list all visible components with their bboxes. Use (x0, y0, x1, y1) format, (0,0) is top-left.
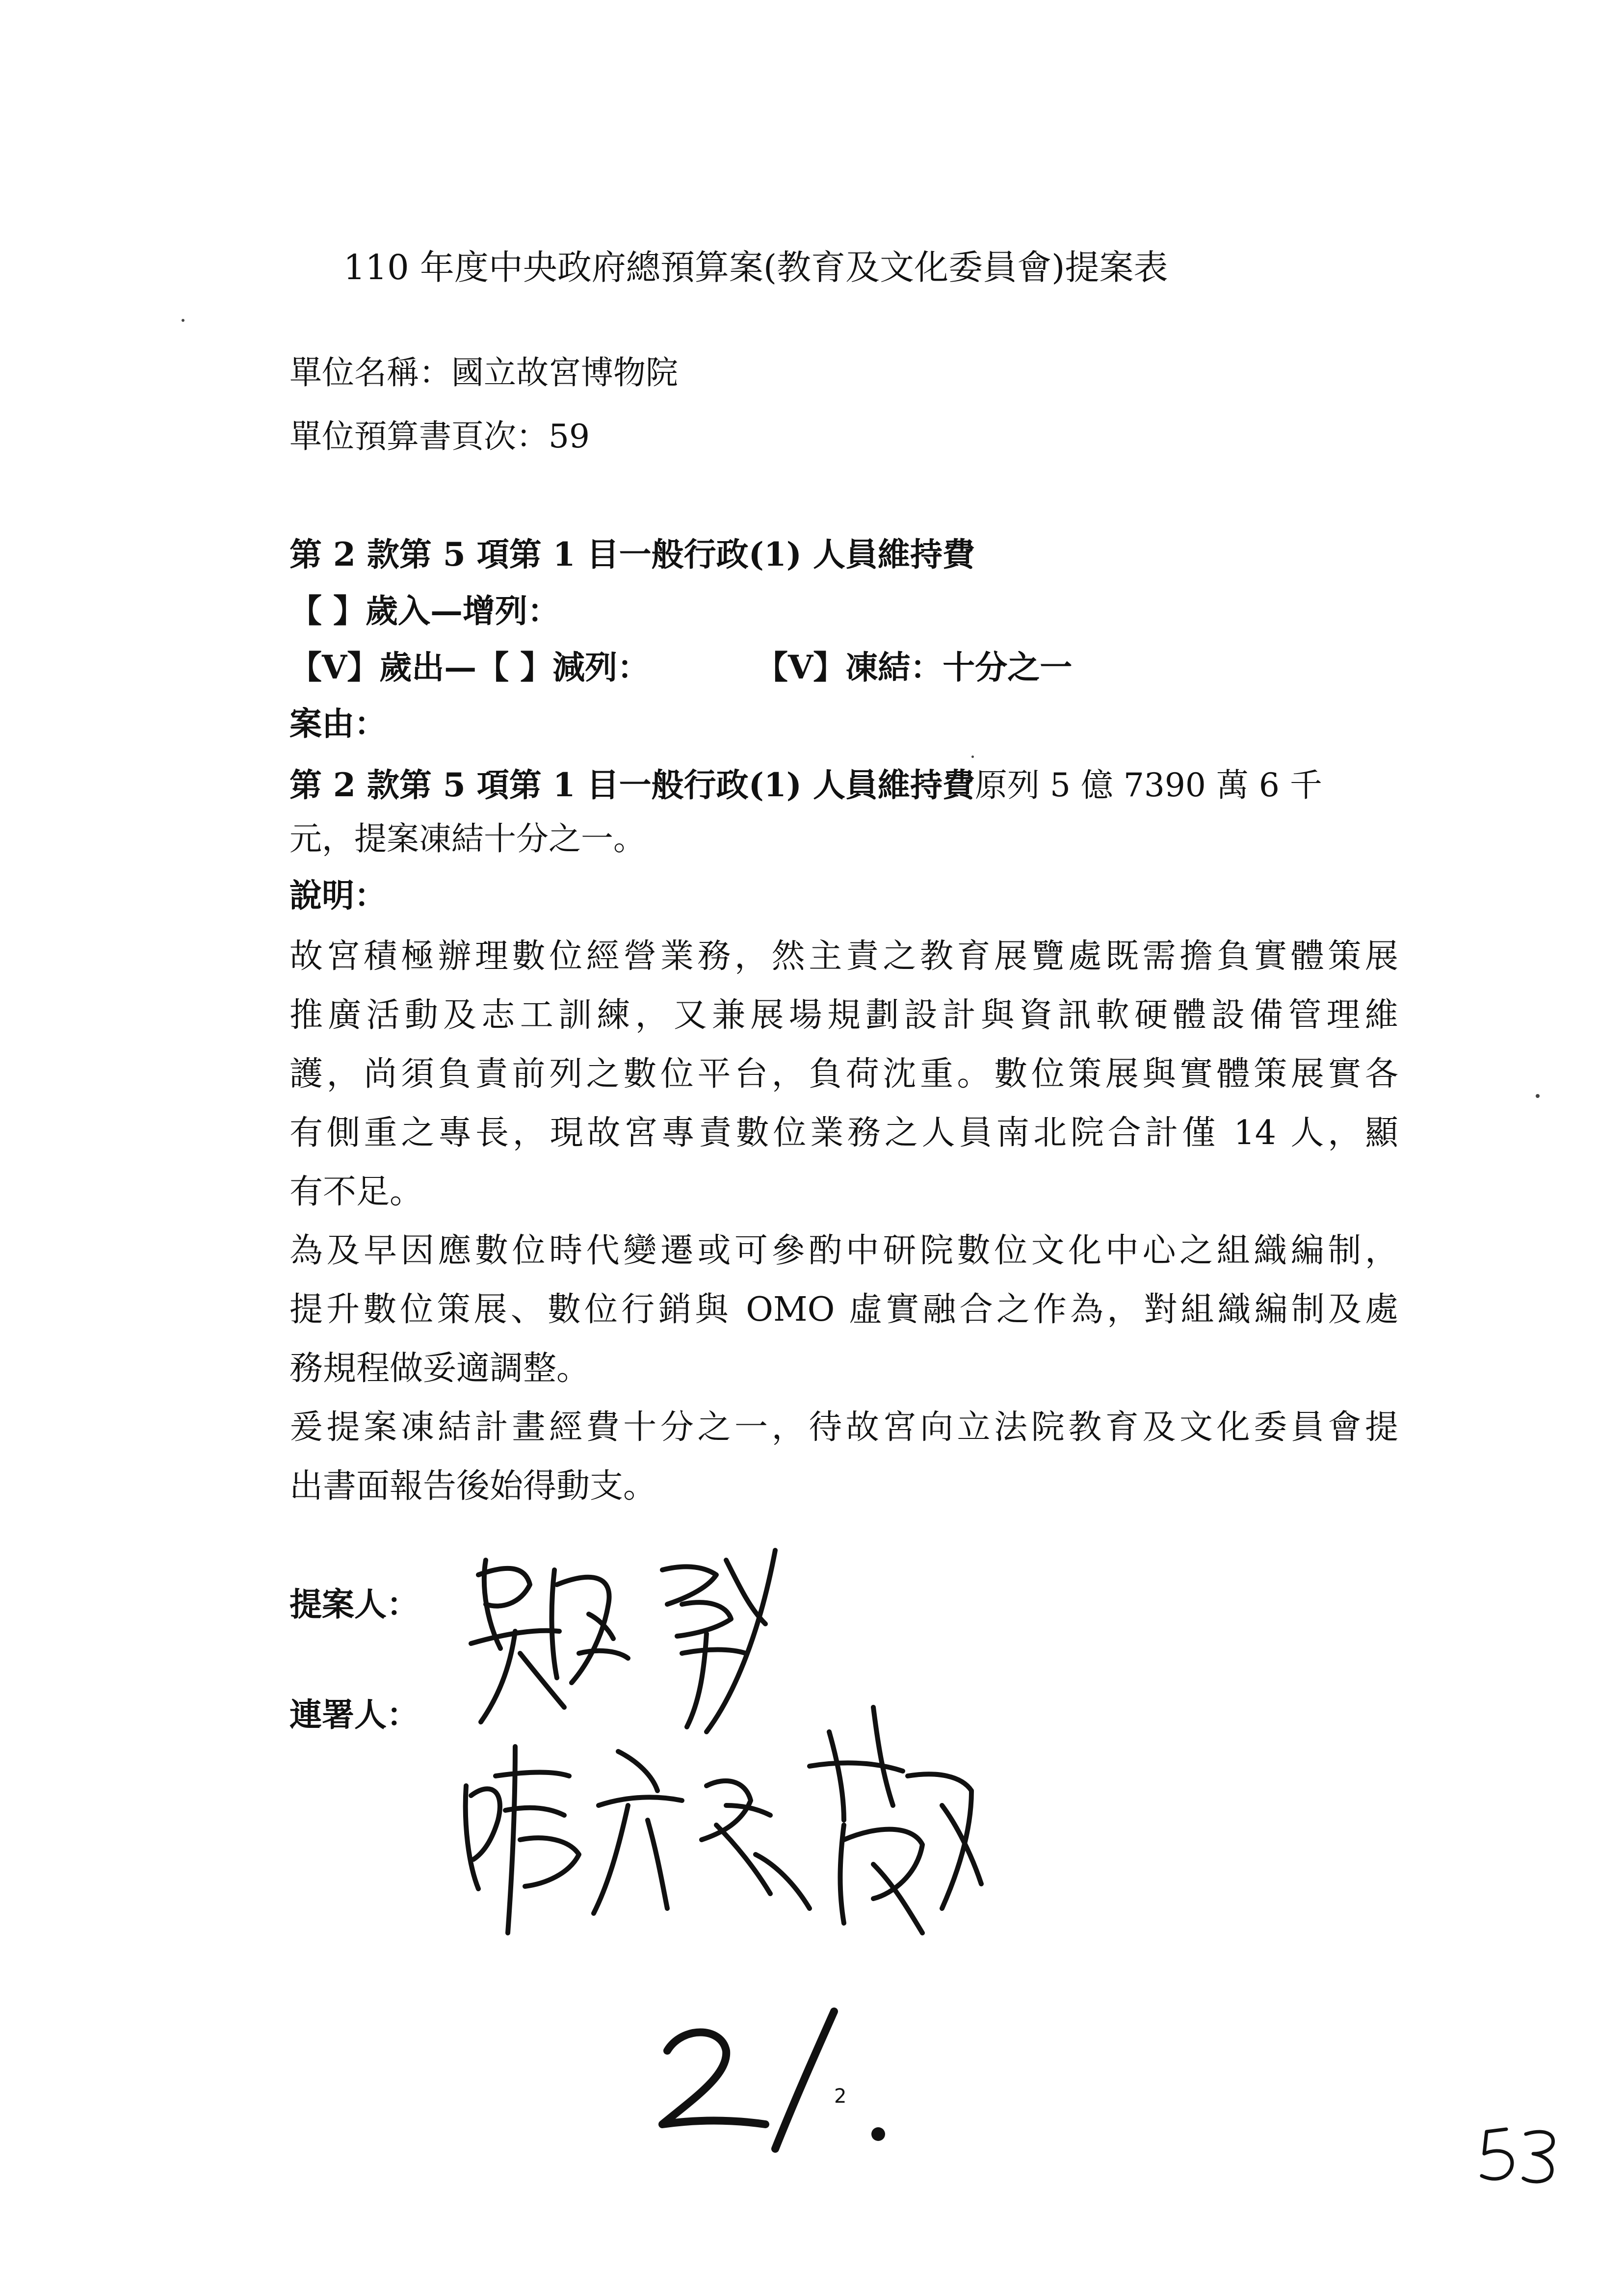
corner-handwritten-number (1472, 2119, 1570, 2188)
reason-bold: 第 2 款第 5 項第 1 目一般行政(1) 人員維持費 (289, 766, 975, 804)
explanation-line: 護，尚須負責前列之數位平台，負荷沈重。數位策展與實體策展實各 (289, 1055, 1398, 1094)
reason-line-1 (289, 765, 1322, 805)
proposer-signature (451, 1531, 805, 1737)
explanation-line: 務規程做妥適調整。 (289, 1349, 590, 1388)
explanation-line: 有側重之專長，現故宮專責數位業務之人員南北院合計僅 14 人，顯 (289, 1114, 1398, 1152)
explanation-label: 說明： (289, 876, 387, 914)
page-number: 2 (834, 2085, 847, 2108)
explanation-line: 為及早因應數位時代變遷或可參酌中研院數位文化中心之組織編制， (289, 1231, 1398, 1270)
cosigner-label: 連署人： (289, 1696, 419, 1734)
reason-line-2: 元，提案凍結十分之一。 (289, 820, 646, 858)
cosigner-signatures (451, 1678, 1016, 1953)
expenditure-line: 【V】歲出—【 】減列： (289, 648, 650, 686)
handwritten-page-number (653, 2002, 908, 2159)
unit-name: 單位名稱：國立故宮博物院 (289, 354, 678, 391)
explanation-line: 提升數位策展、數位行銷與 OMO 虛實融合之作為，對組織編制及處 (289, 1290, 1398, 1329)
explanation-line: 故宮積極辦理數位經營業務，然主責之教育展覽處既需擔負實體策展 (289, 937, 1398, 976)
explanation-line: 出書面報告後始得動支。 (289, 1467, 657, 1506)
reason-text-1: 原列 5 億 7390 萬 6 千 (975, 766, 1322, 804)
explanation-line: 推廣活動及志工訓練，又兼展場規劃設計與資訊軟硬體設備管理維 (289, 996, 1398, 1035)
explanation-line: 有不足。 (289, 1173, 423, 1211)
explanation-line: 爰提案凍結計畫經費十分之一，待故宮向立法院教育及文化委員會提 (289, 1408, 1398, 1447)
reason-label: 案由： (289, 704, 387, 743)
freeze-line: 【V】凍結：十分之一 (756, 648, 1073, 686)
item-heading: 第 2 款第 5 項第 1 目一般行政(1) 人員維持費 (289, 535, 975, 574)
proposer-label: 提案人： (289, 1585, 419, 1623)
scan-speck (1536, 1094, 1540, 1098)
budget-page: 單位預算書頁次：59 (289, 417, 590, 455)
scan-speck (971, 756, 974, 758)
page-title: 110 年度中央政府總預算案(教育及文化委員會)提案表 (343, 247, 1168, 287)
revenue-line: 【 】歲入—增列： (289, 592, 560, 630)
scan-speck (182, 319, 184, 322)
